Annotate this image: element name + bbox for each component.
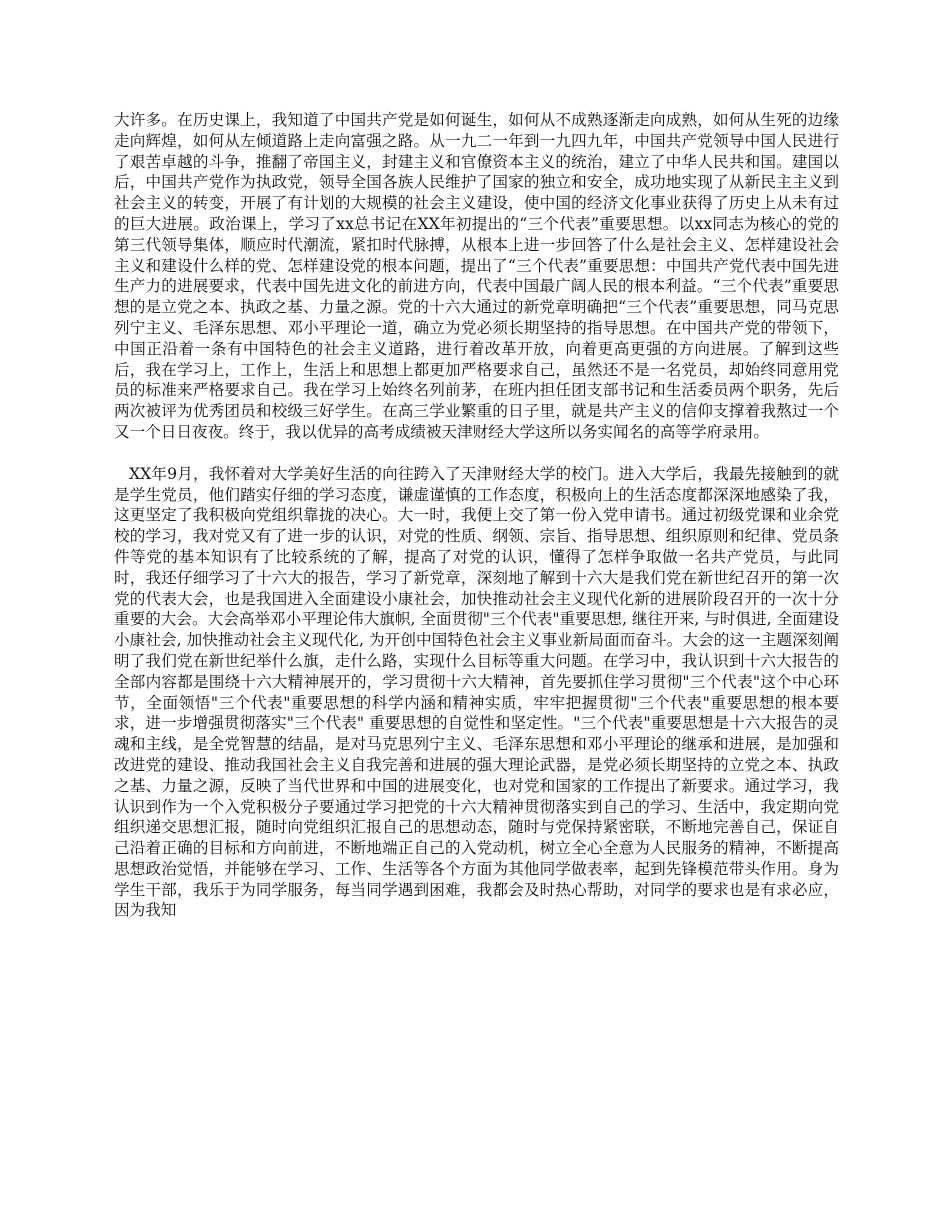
document-page (114, 110, 839, 921)
paragraph-1: 大许多。在历史课上，我知道了中国共产党是如何诞生，如何从不成熟逐渐走向成熟，如何从生死的边缘走向辉煌，如何从左倾道路上走向富强之路。从一九二一年到一九四九年，中国共产党领导中国人民进行了艰苦卓越的斗争，推翻了帝国主义，封建主义和官僚资本主义的统治，建立了中华人民共和国。建国以后，中国共产党作为执政党，领导全国各族人民维护了国家的独立和安全，成功地实现了从新民主主义到社会主义的转变，开展了有计划的大规模的社会主义建设，使中国的经济文化事业获得了历史上从未有过的巨大进展。政治课上，学习了xx总书记在XX年初提出的“三个代表”重要思想。以xx同志为核心的党的第三代领导集体，顺应时代潮流，紧扣时代脉搏，从根本上进一步回答了什么是社会主义、怎样建设社会主义和建设什么样的党、怎样建设党的根本问题，提出了“三个代表”重要思想：中国共产党代表中国先进生产力的进展要求，代表中国先进文化的前进方向，代表中国最广阔人民的根本利益。“三个代表”重要思想的是立党之本、执政之基、力量之源。党的十六大通过的新党章明确把“三个代表”重要思想，同马克思列宁主义、毛泽东思想、邓小平理论一道，确立为党必须长期坚持的指导思想。在中国共产党的带领下，中国正沿着一条有中国特色的社会主义道路，进行着改革开放，向着更高更强的方向进展。了解到这些后，我在学习上，工作上，生活上和思想上都更加严格要求自己，虽然还不是一名党员，却始终同意用党员的标准来严格要求自己。我在学习上始终名列前茅，在班内担任团支部书记和生活委员两个职务，先后两次被评为优秀团员和校级三好学生。在高三学业繁重的日子里，就是共产主义的信仰支撑着我熬过一个又一个日日夜夜。终于，我以优异的高考成绩被天津财经大学这所以务实闻名的高等学府录用。 (114, 111, 839, 441)
paragraph-2: XX年9月，我怀着对大学美好生活的向往跨入了天津财经大学的校门。进入大学后，我最先接触到的就是学生党员，他们踏实仔细的学习态度，谦虚谨慎的工作态度，积极向上的生活态度都深深地感染了我，这更坚定了我积极向党组织靠拢的决心。大一时，我便上交了第一份入党申请书。通过初级党课和业余党校的学习，我对党又有了进一步的认识，对党的性质、纲领、宗旨、指导思想、组织原则和纪律、党员条件等党的基本知识有了比较系统的了解，提高了对党的认识，懂得了怎样争取做一名共产党员，与此同时，我还仔细学习了十六大的报告，学习了新党章，深刻地了解到十六大是我们党在新世纪召开的第一次党的代表大会，也是我国进入全面建设小康社会，加快推动社会主义现代化新的进展阶段召开的一次十分重要的大会。大会高举邓小平理论伟大旗帜, 全面贯彻"三个代表"重要思想, 继往开来, 与时俱进, 全面建设小康社会, 加快推动社会主义现代化, 为开创中国特色社会主义事业新局面而奋斗。大会的这一主题深刻阐明了我们党在新世纪举什么旗，走什么路，实现什么目标等重大问题。在学习中，我认识到十六大报告的全部内容都是围绕十六大精神展开的，学习贯彻十六大精神，首先要抓住学习贯彻"三个代表"这个中心环节，全面领悟"三个代表"重要思想的科学内涵和精神实质，牢牢把握贯彻"三个代表"重要思想的根本要求，进一步增强贯彻落实"三个代表" 重要思想的自觉性和坚定性。"三个代表"重要思想是十六大报告的灵魂和主线，是全党智慧的结晶，是对马克思列宁主义、毛泽东思想和邓小平理论的继承和进展，是加强和改进党的建设、推动我国社会主义自我完善和进展的强大理论武器，是党必须长期坚持的立党之本、执政之基、力量之源，反映了当代世界和中国的进展变化，也对党和国家的工作提出了新要求。通过学习，我认识到作为一个入党积极分子要通过学习把党的十六大精神贯彻落实到自己的学习、生活中，我定期向党组织递交思想汇报，随时向党组织汇报自己的思想动态，随时与党保持紧密联，不断地完善自己，保证自己沿着正确的目标和方向前进，不断地端正自己的入党动机，树立全心全意为人民服务的精神，不断提高思想政治觉悟，并能够在学习、工作、生活等各个方面为其他同学做表率，起到先锋模范带头作用。身为学生干部，我乐于为同学服务，每当同学遇到困难，我都会及时热心帮助，对同学的要求也是有求必应，因为我知 (114, 464, 839, 920)
